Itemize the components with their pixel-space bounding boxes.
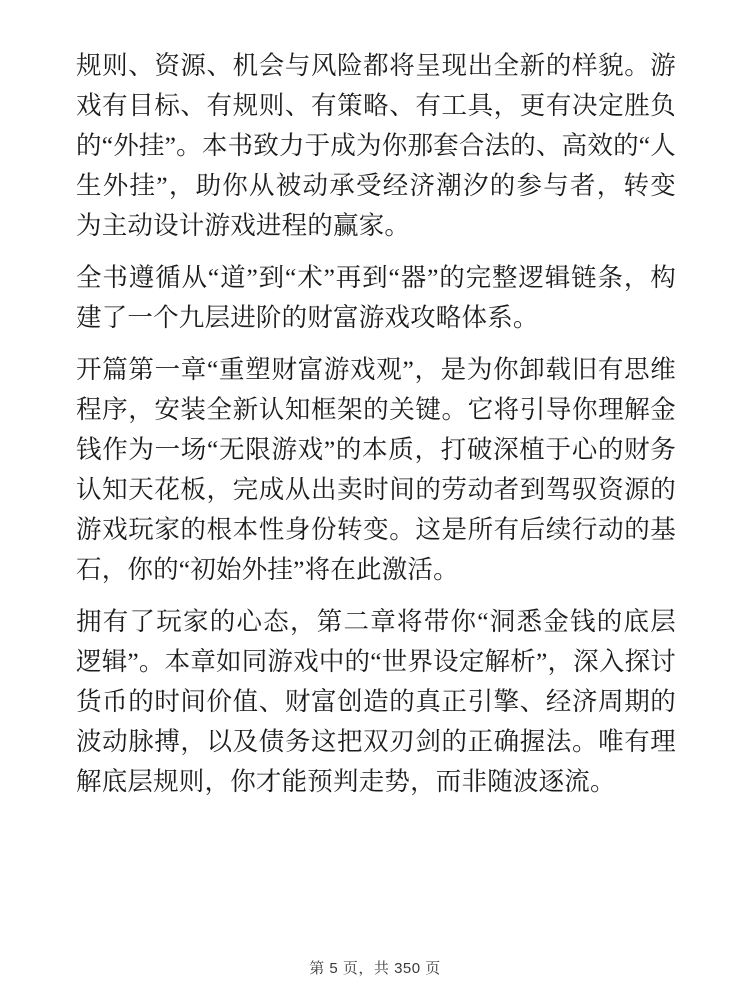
page-content <box>76 46 676 1000</box>
paragraph: 规则、资源、机会与风险都将呈现出全新的样貌。游戏有目标、有规则、有策略、有工具，更有决定胜负的“外挂”。本书致力于成为你那套合法的、高效的“人生外挂”，助你从被动承受经济潮汐的参与者，转变为主动设计游戏进程的赢家。 <box>76 51 676 240</box>
paragraph: 拥有了玩家的心态，第二章将带你“洞悉金钱的底层逻辑”。本章如同游戏中的“世界设定解析”，深入探讨货币的时间价值、财富创造的真正引擎、经济周期的波动脉搏，以及债务这把双刃剑的正确握法。唯有理解底层规则，你才能预判走势，而非随波逐流。 <box>76 607 676 796</box>
paragraph: 全书遵循从“道”到“术”再到“器”的完整逻辑链条，构建了一个九层进阶的财富游戏攻略体系。 <box>76 263 676 332</box>
paragraph: 开篇第一章“重塑财富游戏观”，是为你卸载旧有思维程序，安装全新认知框架的关键。它将引导你理解金钱作为一场“无限游戏”的本质，打破深植于心的财务认知天花板，完成从出卖时间的劳动者到驾驭资源的游戏玩家的根本性身份转变。这是所有后续行动的基石，你的“初始外挂”将在此激活。 <box>76 355 676 584</box>
page-footer: 第 5 页，共 350 页 <box>309 960 441 977</box>
